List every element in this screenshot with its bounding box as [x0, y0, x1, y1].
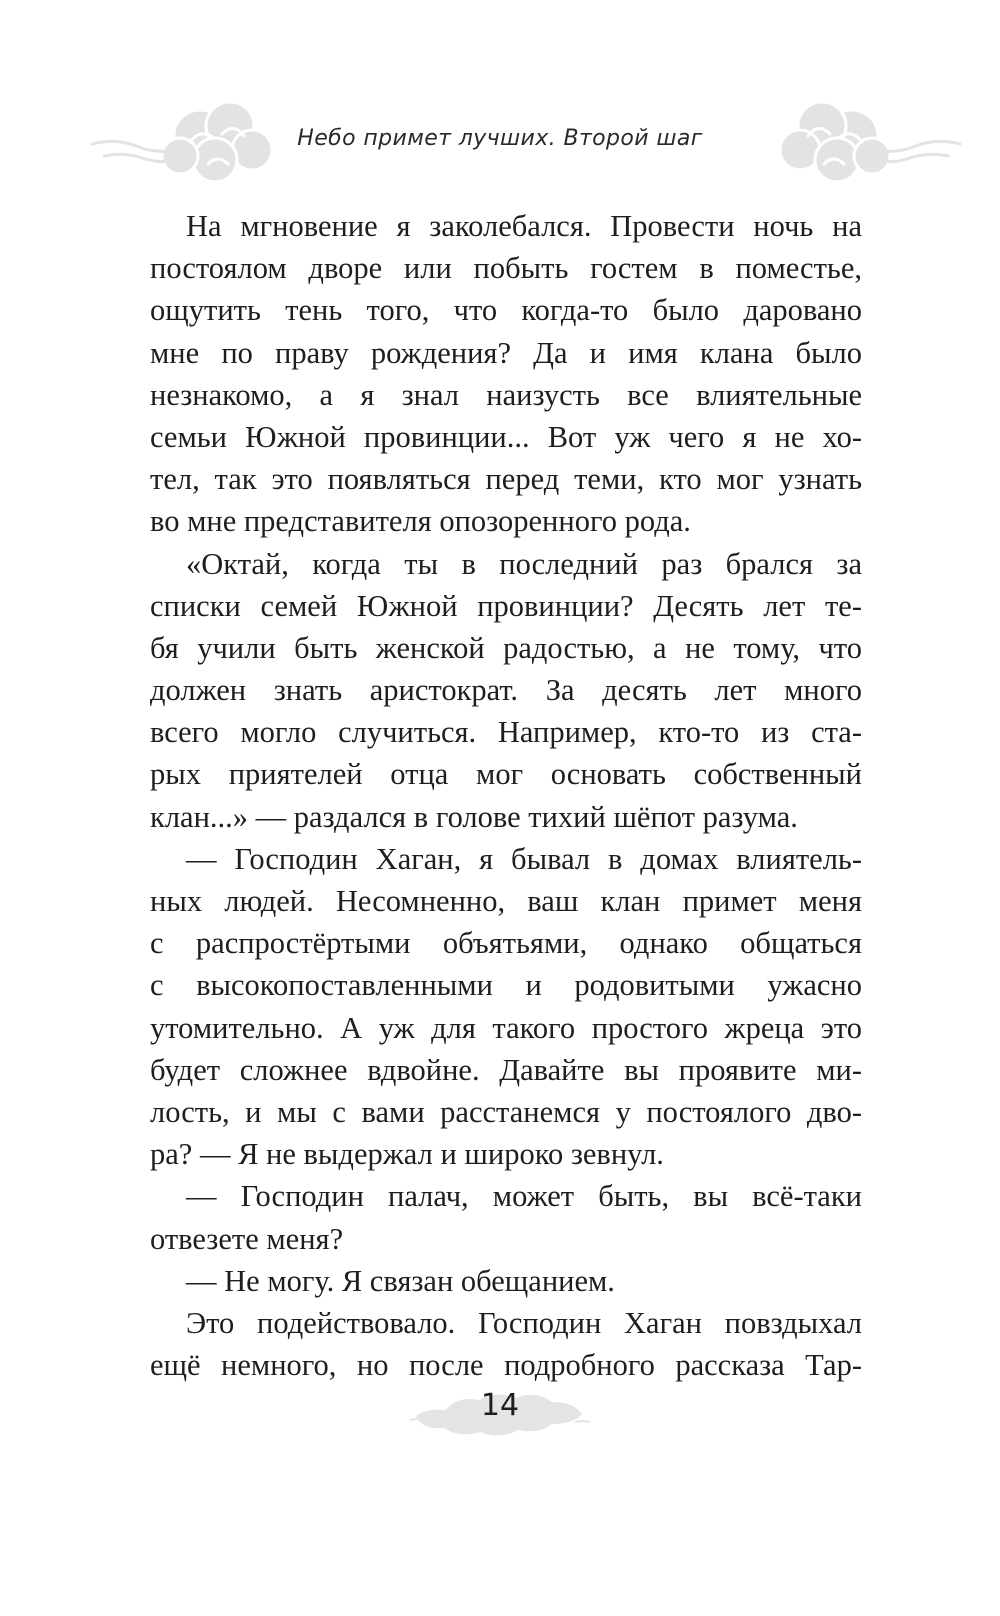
text-line: ещё немного, но после подробного рассказа Тар-	[150, 1348, 862, 1383]
paragraph-first-line: «Октай, когда ты в последний раз брался за	[186, 546, 862, 581]
page-number: 14	[480, 1388, 520, 1423]
text-line: рых приятелей отца мог основать собственный	[150, 757, 862, 792]
paragraph-first-line: — Господин палач, может быть, вы всё-таки	[186, 1179, 862, 1214]
text-line: с распростёртыми объятьями, однако общаться	[150, 926, 862, 961]
paragraph-first-line: На мгновение я заколебался. Провести ночь на	[186, 209, 862, 243]
text-line: отвезете меня?	[150, 1221, 344, 1256]
text-line: ных людей. Несомненно, ваш клан примет меня	[150, 884, 862, 918]
text-line: мне по праву рождения? Да и имя клана было	[150, 335, 862, 370]
text-line: бя учили быть женской радостью, а не тому, что	[150, 630, 862, 665]
text-line: семьи Южной провинции... Вот уж чего я не хо-	[150, 419, 862, 454]
text-line: утомительно. А уж для такого простого жреца это	[150, 1010, 862, 1045]
paragraph-first-line: — Не могу. Я связан обещанием.	[186, 1263, 615, 1298]
cloud-right-icon	[772, 84, 962, 194]
paragraph-first-line: — Господин Хаган, я бывал в домах влиятель-	[186, 841, 862, 876]
text-line: ра? — Я не выдержал и широко зевнул.	[150, 1137, 664, 1172]
text-line: клан...» — раздался в голове тихий шёпот разума.	[150, 799, 798, 834]
text-line: незнакомо, а я знал наизусть все влиятельные	[150, 377, 862, 412]
text-line: лость, и мы с вами расстанемся у постоялого дво-	[150, 1094, 862, 1129]
page-folio	[410, 1380, 590, 1450]
text-line: постоялом дворе или побыть гостем в поместье,	[150, 251, 862, 286]
body-text	[150, 205, 862, 1386]
text-line: списки семей Южной провинции? Десять лет те-	[150, 588, 862, 623]
text-line: всего могло случиться. Например, кто-то из ста-	[150, 715, 862, 750]
text-line: ощутить тень того, что когда-то было даровано	[150, 293, 862, 328]
text-line: будет сложнее вдвойне. Давайте вы проявите ми-	[150, 1052, 862, 1087]
running-header-title: Небо примет лучших. Второй шаг	[297, 126, 703, 151]
text-line: должен знать аристократ. За десять лет много	[150, 673, 862, 708]
text-line: с высокопоставленными и родовитыми ужасно	[150, 968, 862, 1003]
text-line: во мне представителя опозоренного рода.	[150, 504, 691, 539]
paragraph-first-line: Это подействовало. Господин Хаган повздыхал	[186, 1305, 862, 1340]
text-line: тел, так это появляться перед теми, кто мог узнать	[150, 462, 862, 497]
